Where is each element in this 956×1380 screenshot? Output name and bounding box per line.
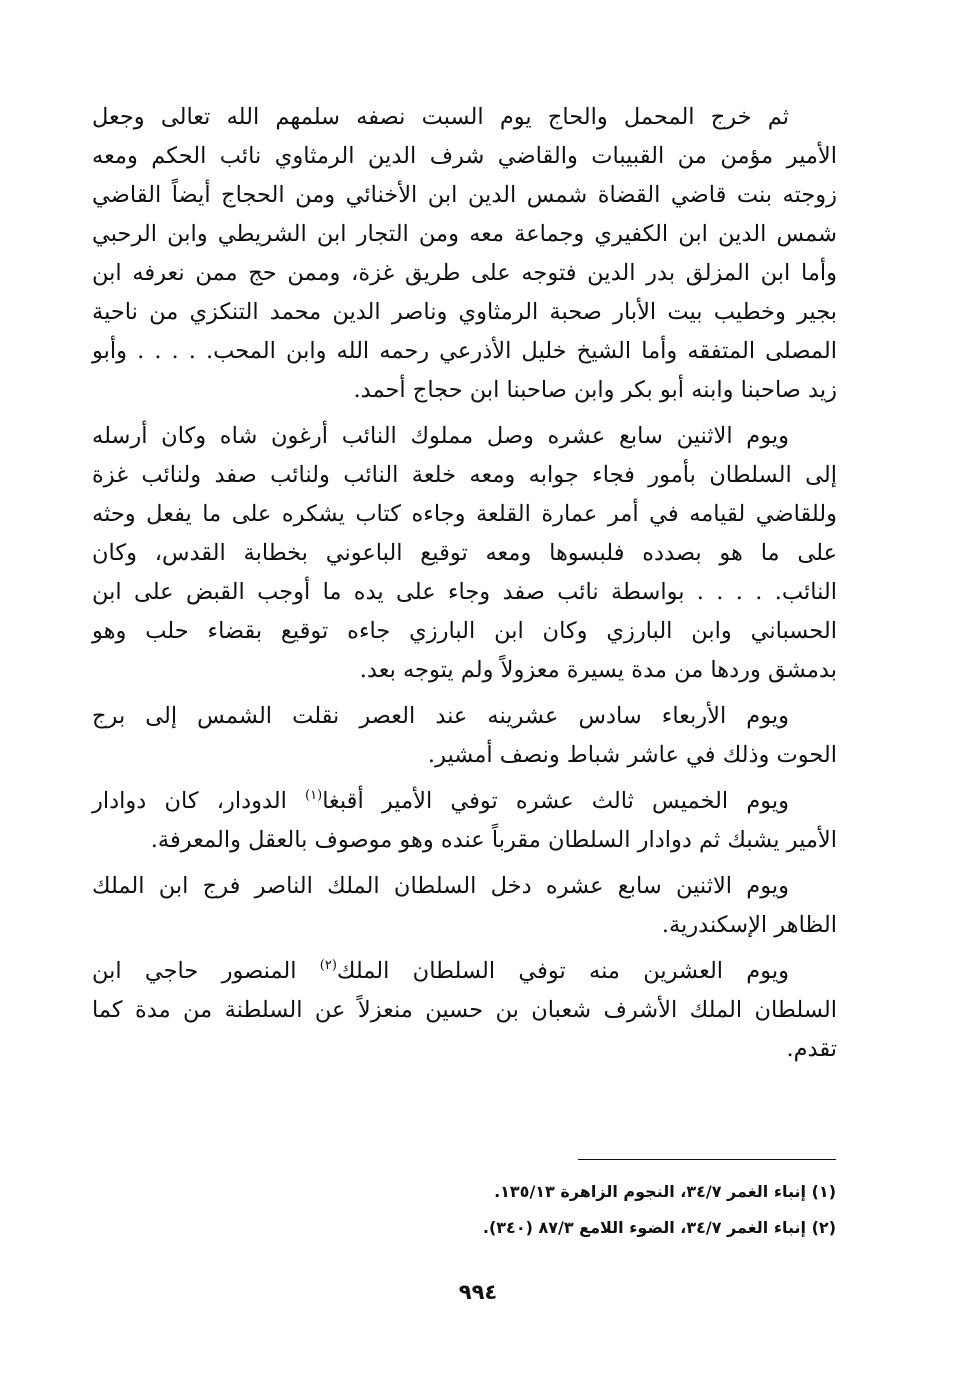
paragraph-4 xyxy=(92,782,837,860)
paragraph-2 xyxy=(92,417,837,690)
text-line: النائب. . . . . بواسطة نائب صفد وجاء على يده ما أوجب القبض على ابن xyxy=(92,579,837,605)
text-line: السلطان الملك الأشرف شعبان بن حسين منعزلاً عن السلطنة من مدة كما xyxy=(92,997,837,1023)
text-line: ويوم الأربعاء سادس عشرينه عند العصر نقلت الشمس إلى برج xyxy=(92,703,789,729)
text-line: ثم خرج المحمل والحاج يوم السبت نصفه سلمهم الله تعالى وجعل xyxy=(92,104,789,130)
main-text xyxy=(92,98,837,1069)
text-line: إلى السلطان بأمور فجاء جوابه ومعه خلعة النائب ولنائب صفد ولنائب غزة xyxy=(92,462,837,488)
text-line: ويوم العشرين منه توفي السلطان الملك$^{(٢)}$ المنصور حاجي ابن xyxy=(92,958,789,984)
text-line: ويوم الاثنين سابع عشره وصل مملوك النائب أرغون شاه وكان أرسله xyxy=(92,423,789,449)
text-line: وللقاضي لقيامه في أمر عمارة القلعة وجاءه كتاب يشكره على ما يفعل وحثه xyxy=(92,501,837,527)
footnote-marker-1: (١) xyxy=(305,788,323,803)
footnote-marker-2: (٢) xyxy=(319,958,337,973)
text-line: ويوم الاثنين سابع عشره دخل السلطان الملك الناصر فرج ابن الملك xyxy=(92,873,789,899)
paragraph-3 xyxy=(92,697,837,775)
text-line: على ما هو بصدده فلبسوها ومعه توقيع الباعوني بخطابة القدس، وكان xyxy=(92,540,837,566)
text-line: تقدم. xyxy=(786,1036,837,1062)
text-line: ويوم الخميس ثالث عشره توفي الأمير أقبغا$^{(١)}$ الدودار، كان دوادار xyxy=(92,788,789,814)
text-line: الحوت وذلك في عاشر شباط ونصف أمشير. xyxy=(427,742,837,768)
text-line: زوجته بنت قاضي القضاة شمس الدين ابن الأخنائي ومن الحجاج أيضاً القاضي xyxy=(92,182,837,208)
footnotes xyxy=(380,1174,836,1246)
text-line: الحسباني وابن البارزي وكان ابن البارزي جاءه توقيع بقضاء حلب وهو xyxy=(92,618,837,644)
text-line: وأما ابن المزلق بدر الدين فتوجه على طريق غزة، وممن حج ممن نعرفه ابن xyxy=(92,260,837,286)
paragraph-1 xyxy=(92,98,837,410)
text-line: بدمشق وردها من مدة يسيرة معزولاً ولم يتوجه بعد. xyxy=(359,657,837,683)
text-line: بجير وخطيب بيت الأبار صحبة الرمثاوي وناصر الدين محمد التنكزي من ناحية xyxy=(92,299,837,325)
page-number: ٩٩٤ xyxy=(458,1280,498,1304)
text-line: المصلى المتفقه وأما الشيخ خليل الأذرعي رحمه الله وابن المحب. . . . . وأبو xyxy=(92,338,837,364)
footnote-2: (٢) إنباء الغمر ٣٤/٧، الضوء اللامع ٨٧/٣ (٣٤٠). xyxy=(482,1218,836,1237)
text-line: الظاهر الإسكندرية. xyxy=(661,912,837,938)
text-line: الأمير مؤمن من القبيبات والقاضي شرف الدين الرمثاوي نائب الحكم ومعه xyxy=(92,143,837,169)
text-line: زيد صاحبنا وابنه أبو بكر وابن صاحبنا ابن حجاج أحمد. xyxy=(353,377,837,403)
footnote-1: (١) إنباء الغمر ٣٤/٧، النجوم الزاهرة ١٣٥/١٣. xyxy=(494,1182,836,1201)
text-line: شمس الدين ابن الكفيري وجماعة معه ومن التجار ابن الشريطي وابن الرحبي xyxy=(92,221,837,247)
paragraph-5 xyxy=(92,867,837,945)
paragraph-6 xyxy=(92,952,837,1069)
footnote-divider xyxy=(578,1159,836,1160)
text-line: الأمير يشبك ثم دوادار السلطان مقرباً عنده وهو موصوف بالعقل والمعرفة. xyxy=(150,827,837,853)
